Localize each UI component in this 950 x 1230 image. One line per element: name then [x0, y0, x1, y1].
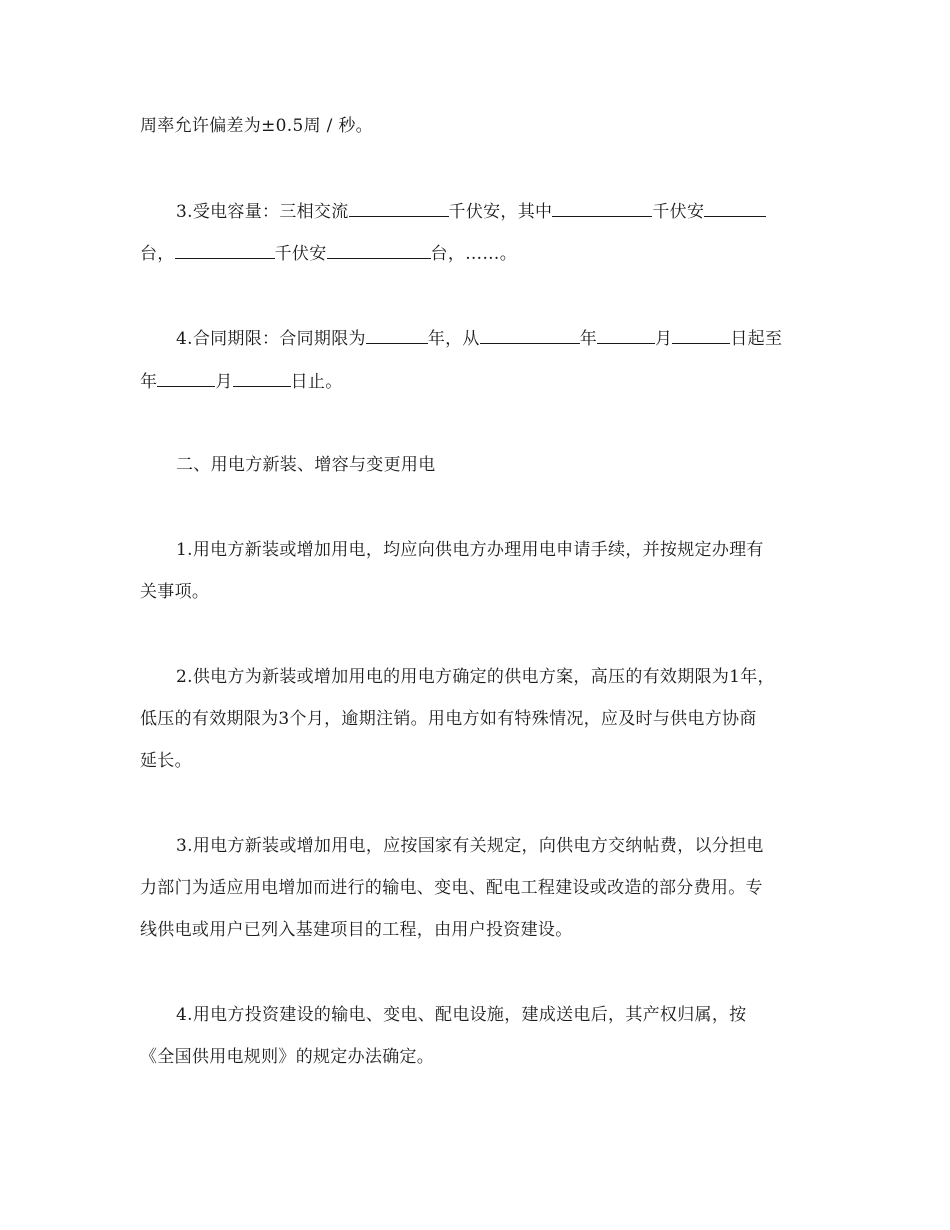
text: 1.用电方新装或增加用电，均应向供电方办理用电申请手续，并按规定办理有	[176, 540, 764, 560]
blank-field[interactable]	[672, 325, 730, 344]
text: 4.用电方投资建设的输电、变电、配电设施，建成送电后，其产权归属，按	[176, 1005, 747, 1025]
paragraph-2-line-3	[140, 749, 192, 773]
contract-period-line-2	[140, 368, 343, 394]
paragraph-4-line-2	[140, 1045, 434, 1069]
text: 日起至	[730, 329, 783, 349]
paragraph-3-line-1	[176, 834, 764, 858]
blank-field[interactable]	[480, 325, 580, 344]
text: 线供电或用户已列入基建项目的工程，由用户投资建设。	[140, 920, 573, 940]
text: 周率允许偏差为±0.5周 / 秒。	[140, 116, 373, 136]
text: 年	[579, 329, 598, 349]
paragraph-1-line-2	[140, 580, 209, 604]
blank-field[interactable]	[157, 368, 215, 387]
text: 月	[655, 329, 673, 349]
text: 千伏安，其中	[448, 202, 553, 222]
text: 3.用电方新装或增加用电，应按国家有关规定，向供电方交纳帖费，以分担电	[176, 836, 764, 856]
paragraph-3-line-3	[140, 918, 573, 942]
text: 力部门为适应用电增加而进行的输电、变电、配电工程建设或改造的部分费用。专	[140, 878, 763, 898]
frequency-tolerance-line	[140, 114, 373, 138]
capacity-line-2	[140, 240, 517, 266]
contract-period-line-1	[176, 325, 782, 351]
blank-field[interactable]	[597, 325, 655, 344]
contract-period-label: 4.合同期限：合同期限为	[176, 329, 366, 349]
paragraph-3-line-2	[140, 876, 763, 900]
capacity-label: 3.受电容量：三相交流	[176, 202, 349, 222]
text: 关事项。	[140, 582, 210, 602]
blank-field[interactable]	[175, 240, 275, 259]
capacity-line-1	[176, 198, 766, 224]
text: 低压的有效期限为3个月，逾期注销。用电方如有特殊情况，应及时与供电方协商	[140, 709, 757, 729]
text: 千伏安	[652, 202, 705, 222]
text: 延长。	[140, 751, 192, 771]
paragraph-2-line-2	[140, 707, 757, 731]
text: 年，从	[427, 329, 480, 349]
blank-field[interactable]	[327, 240, 431, 259]
paragraph-2-line-1	[176, 665, 775, 689]
blank-field[interactable]	[349, 198, 449, 217]
blank-field[interactable]	[704, 198, 766, 217]
section-heading	[176, 453, 436, 477]
text: 年	[140, 372, 158, 392]
text: 日止。	[290, 372, 343, 392]
text: 台，	[140, 244, 175, 264]
text: 《全国供用电规则》的规定办法确定。	[140, 1047, 435, 1067]
paragraph-1-line-1	[176, 538, 764, 562]
text: 千伏安	[274, 244, 327, 264]
paragraph-4-line-1	[176, 1003, 746, 1027]
blank-field[interactable]	[233, 368, 291, 387]
blank-field[interactable]	[552, 198, 652, 217]
text: 2.供电方为新装或增加用电的用电方确定的供电方案，高压的有效期限为1年，	[176, 667, 775, 687]
blank-field[interactable]	[366, 325, 428, 344]
heading-text: 二、用电方新装、增容与变更用电	[176, 455, 436, 475]
text: 月	[215, 372, 233, 392]
text: 台，……。	[430, 244, 518, 264]
